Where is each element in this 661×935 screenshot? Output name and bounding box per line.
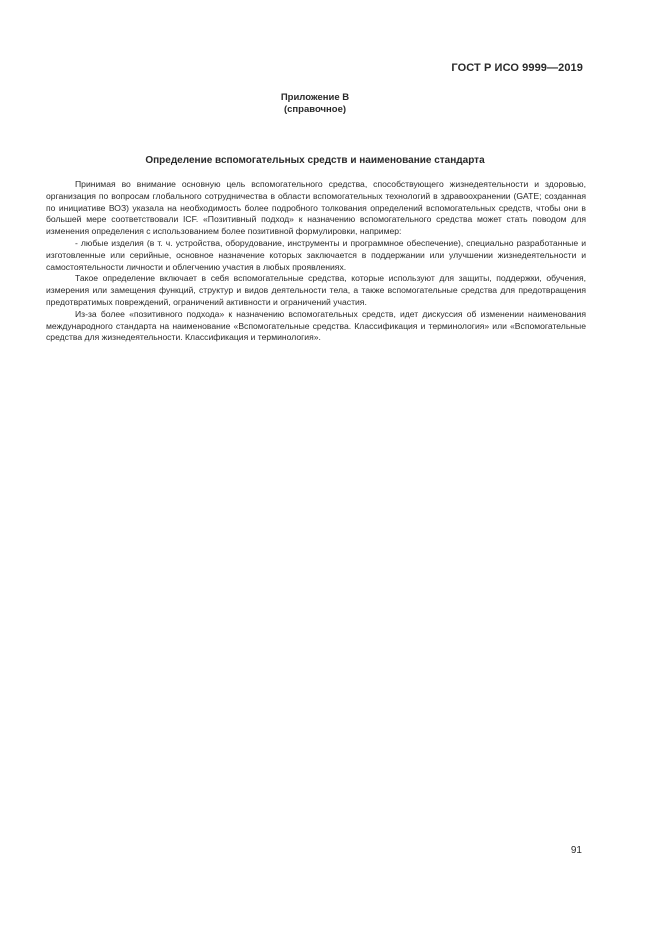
section-title: Определение вспомогательных средств и наименование стандарта <box>145 155 485 166</box>
paragraph-definition: - любые изделия (в т. ч. устройства, оборудование, инструменты и программное обеспечение), специально разработанные и изготовленные или серийные, основное назначение которых заключается в поддержании или улучшении жизнедеятельности и самостоятельности личности и облегчению участия в любых проявлениях. <box>46 237 586 272</box>
page-number: 91 <box>570 845 582 856</box>
paragraph-scope: Такое определение включает в себя вспомогательные средства, которые используют для защиты, поддержки, обучения, измерения или замещения функций, структур и видов деятельности тела, а также вспомогательные средства для предотвращения предотвратимых повреждений, ограничений активности и ограничений участия. <box>46 273 586 307</box>
appendix-heading <box>0 92 630 116</box>
document-code: ГОСТ Р ИСО 9999—2019 <box>451 62 583 74</box>
paragraph-intro: Принимая во внимание основную цель вспомогательного средства, способствующего жизнедеятельности и здоровью, организация по вопросам глобального сотрудничества в области вспомогательных технологий в здравоохранении (GATE; созданная по инициативе ВОЗ) указала на необходимость более подробного толкования определений вспомогательных средств, чтобы они в большей мере соответствовали ICF. «Позитивный подход» к назначению вспомогательного средства может стать поводом для изменения определения с использованием более позитивной формулировки, например: <box>46 179 586 237</box>
paragraph-naming: Из-за более «позитивного подхода» к назначению вспомогательных средств, идет дискуссия об изменении наименования международного стандарта на наименование «Вспомогательные средства. Классификация и терминология» или «Вспомогательные средства для жизнедеятельности. Классификация и терминология». <box>46 308 586 343</box>
body-text <box>46 179 586 344</box>
appendix-label: Приложение В <box>280 92 350 103</box>
appendix-status: (справочное) <box>283 104 347 115</box>
